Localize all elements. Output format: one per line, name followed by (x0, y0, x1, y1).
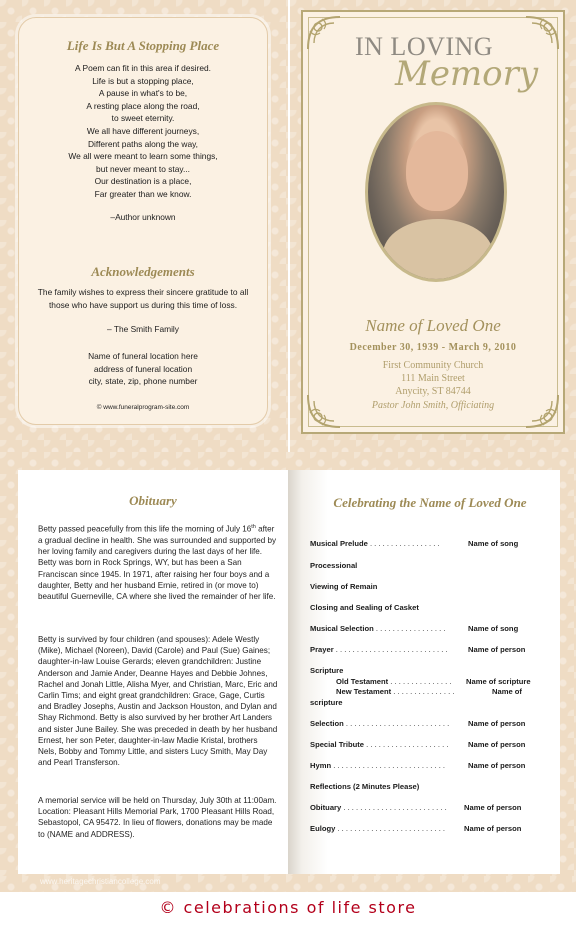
service-item: Obituary . . . . . . . . . . . . . . . . . . . . . . . . . Name of person (310, 803, 522, 812)
poem-line: to sweet eternity. (111, 113, 175, 124)
service-item: Musical Prelude . . . . . . . . . . . . . . . . . Name of song (310, 539, 519, 548)
program-inside-spread (0, 452, 576, 892)
poem-line: but never meant to stay... (96, 163, 190, 174)
service-item: Processional (310, 561, 358, 570)
service-item-continued: scripture (310, 698, 343, 707)
inside-right-panel (288, 452, 576, 892)
flourish-corner-icon (304, 13, 344, 53)
back-cover-panel (0, 0, 288, 452)
cover-frame (301, 10, 565, 434)
service-item: Reflections (2 Minutes Please) (310, 782, 420, 791)
church-street: 111 Main Street (401, 373, 465, 385)
service-item: Selection . . . . . . . . . . . . . . . . . . . . . . . . . Name of person (310, 719, 526, 728)
service-subitem: New Testament . . . . . . . . . . . . . . . Name of (336, 687, 522, 696)
service-item: Musical Selection . . . . . . . . . . . . . . . . . Name of song (310, 624, 519, 633)
life-dates: December 30, 1939 - March 9, 2010 (349, 342, 517, 353)
memorial-service-paragraph: A memorial service will be held on Thursday, July 30th at 11:00am. Location: Pleasant Hills Memorial Park, 1700 Pleasant Hills Road, Sebastopol, CA 95472. In lieu of flowers, donations may be made to (NAME and ADDRESS). (38, 796, 277, 839)
watermark-url: www.heritagechristiancollege.com (40, 877, 161, 886)
front-cover-panel (290, 0, 576, 452)
poem-line: We all have different journeys, (86, 125, 200, 136)
poem-title: Life Is But A Stopping Place (66, 38, 220, 53)
service-item: Special Tribute . . . . . . . . . . . . . . . . . . . . Name of person (310, 740, 526, 749)
website-credit: © www.funeralprogram-site.com (96, 404, 190, 411)
obituary-page (18, 470, 288, 874)
loved-one-name: Name of Loved One (365, 316, 501, 335)
poem-card (18, 17, 268, 425)
church-city: Anycity, ST 84744 (395, 386, 471, 398)
acknowledgements-title: Acknowledgements (91, 264, 195, 279)
service-item: Closing and Sealing of Casket (310, 603, 419, 612)
obituary-paragraph: Betty is survived by four children (and spouses): Adele Westly (Mike), Michael (Noreen), David (Carole) and Paul (Sue) Gaines; daughter-in-law Louise Gerards; eleven grandchildren: Justine Anderson and Jamie Ander, Deanne Hayes and Debbie Johnes, Rachel and Jonah Little, Alisha Myer, and Christian, Marc, Eric and Carlin Tims; and eight great grandchildren: Grace, Gage, Curtis and Bradley Josephs, Austin and Jackson Houston, and Dylan and Shay Richmond. Betty is also survived by her brother Art Landers and sister June Bailey. She was preceded in death by her husband Ernest, her son Peter, daughter-in-law Madie Kristal, brothers Nels, Bobby and Tommy Little, and sisters Lucy Smith, May Day and Pearl Transferson. (38, 635, 278, 768)
inside-left-panel (0, 452, 288, 892)
poem-lines (19, 62, 267, 201)
service-item: Hymn . . . . . . . . . . . . . . . . . . . . . . . . . . . Name of person (310, 761, 526, 770)
poem-author: –Author unknown (110, 212, 176, 222)
location-line: city, state, zip, phone number (88, 376, 198, 387)
poem-line: A pause in what's to be, (98, 88, 188, 99)
obituary-paragraph: Betty passed peacefully from this life the morning of July 16th after a gradual decline in health. She was surrounded and supported by her loving family and caregivers during the last days of her life. Betty was born in Rock Springs, WY, but has been a San Franciscan since 1945. In 1971, after raising her four boys and a daughter, Betty and her husband Ernie, retired in (or move to) beautiful Guerneville, CA where she lived the remainder of her life. (38, 524, 277, 601)
store-footer (0, 892, 576, 927)
poem-line: We all were meant to learn some things, (68, 151, 218, 162)
obituary-title: Obituary (129, 493, 177, 508)
family-signature: – The Smith Family (107, 324, 179, 334)
flourish-corner-icon (522, 13, 562, 53)
service-item: Prayer . . . . . . . . . . . . . . . . . . . . . . . . . . . Name of person (310, 645, 526, 654)
order-of-service-page (288, 470, 560, 874)
service-item: Viewing of Remain (310, 582, 378, 591)
church-name: First Community Church (382, 360, 484, 371)
store-credit: © celebrations of life store (159, 898, 417, 917)
portrait-face (406, 131, 468, 211)
poem-line: Life is but a stopping place, (92, 75, 194, 86)
location-line: Name of funeral location here (88, 351, 198, 361)
poem-line: Far greater than we know. (94, 188, 192, 199)
church-info (303, 359, 563, 412)
program-outside-spread (0, 0, 576, 452)
funeral-location (19, 350, 267, 388)
poem-line: Different paths along the way, (87, 138, 199, 149)
poem-line: A Poem can fit in this area if desired. (75, 63, 211, 73)
service-title: Celebrating the Name of Loved One (333, 495, 527, 510)
officiant: Pastor John Smith, Officiating (371, 399, 495, 411)
cover-title: IN LOVING (355, 32, 494, 61)
acknowledgements-text: The family wishes to express their sincere gratitude to all those who have support us during this time of loss. (37, 287, 249, 310)
service-subitem: Old Testament . . . . . . . . . . . . . . . Name of scripture (336, 677, 531, 686)
location-line: address of funeral location (93, 363, 193, 374)
service-item: Eulogy . . . . . . . . . . . . . . . . . . . . . . . . . . Name of person (310, 824, 522, 833)
poem-line: Our destination is a place, (94, 176, 192, 187)
service-item: Scripture (310, 666, 344, 675)
poem-line: A resting place along the road, (86, 100, 200, 111)
cover-title-script: Memory (395, 54, 539, 94)
portrait-shirt (383, 219, 493, 282)
portrait-photo (365, 102, 507, 282)
